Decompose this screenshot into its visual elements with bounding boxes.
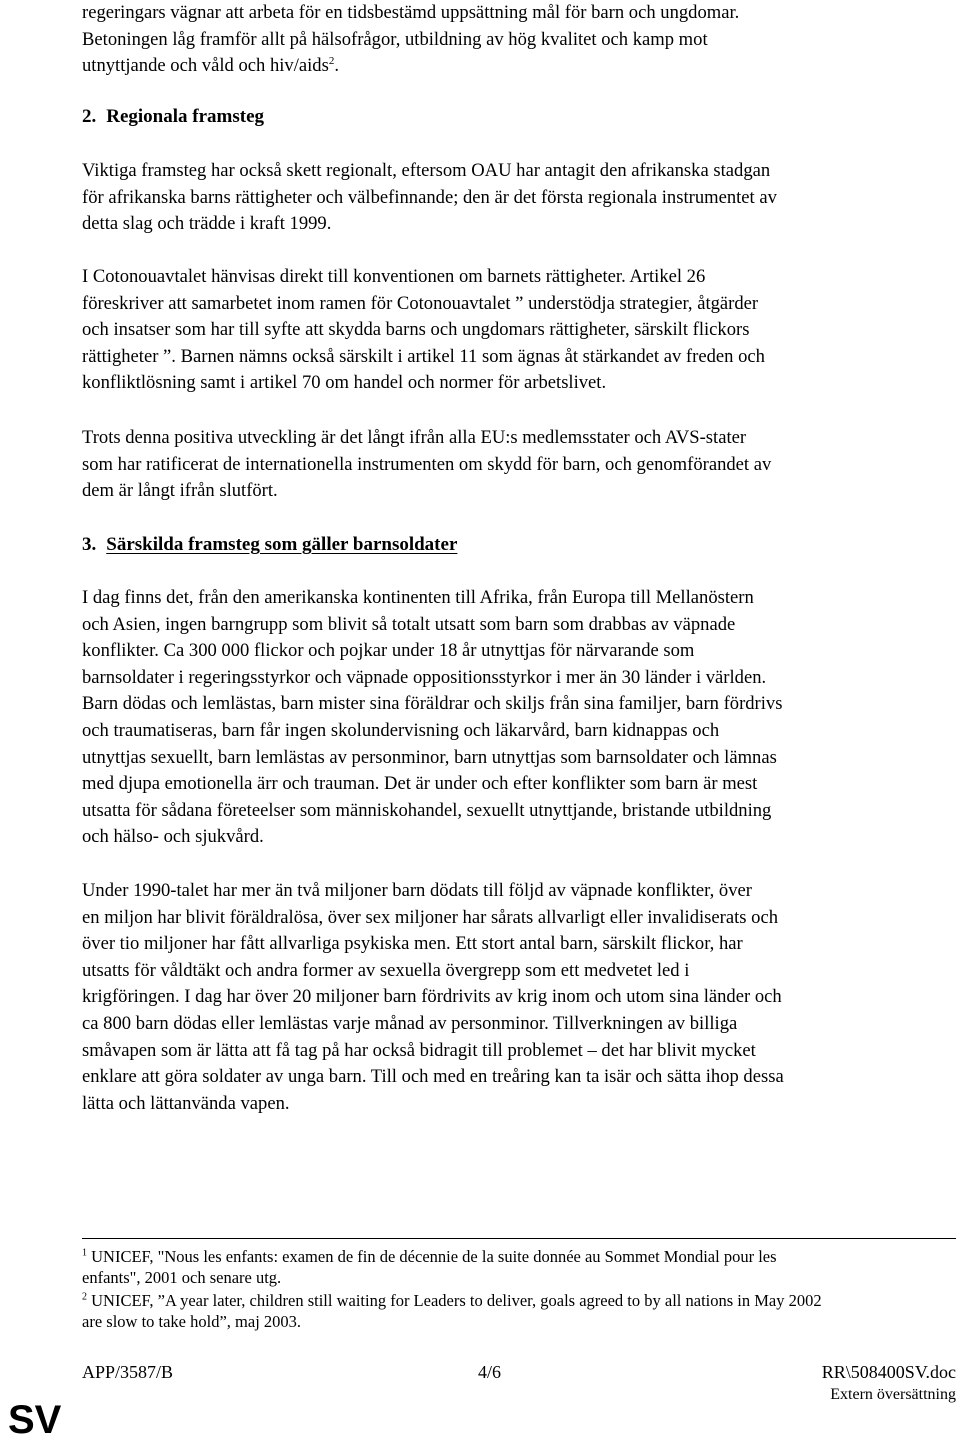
s2p2-line-3: och insatser som har till syfte att skydda barns och ungdomars rättigheter, särskilt flickors [82, 319, 750, 341]
intro-line-3-end: . [334, 55, 339, 77]
s3p2-line-7: småvapen som är lätta att få tag på har också bidragit till problemet – det har blivit mycket [82, 1039, 756, 1061]
s3p1-line-8: med djupa emotionella ärr och trauman. Det är under och efter konflikter som barn är mest [82, 773, 758, 795]
s2p2-line-4: rättigheter ”. Barnen nämns också särskilt i artikel 11 som ägnas åt stärkandet av freden och [82, 345, 765, 367]
section-3-paragraph-1 [82, 585, 950, 851]
s3p2-line-4: utsatts för våldtäkt och andra former av sexuella övergrepp som ett medvetet led i [82, 959, 690, 981]
s2p3-line-3: dem är långt ifrån slutfört. [82, 480, 278, 502]
section-2-number: 2. [82, 106, 97, 127]
intro-line-3 [82, 53, 950, 80]
s2p3-line-1: Trots denna positiva utveckling är det långt ifrån alla EU:s medlemsstater och AVS-stater [82, 427, 747, 448]
section-3-title: Särskilda framsteg som gäller barnsoldater [106, 534, 458, 555]
s3p1-line-6: och traumatiseras, barn får ingen skolundervisning och läkarvård, barn kidnappas och [82, 719, 720, 741]
s2p2-line-5: konfliktlösning samt i artikel 70 om handel och normer för arbetslivet. [82, 372, 607, 394]
intro-paragraph [82, 0, 950, 80]
s3p1-line-5: Barn dödas och lemlästas, barn mister sina föräldrar och skiljs från sina familjer, barn fördrivs [82, 693, 783, 715]
section-3-heading [82, 534, 457, 556]
footnote-1 [82, 1246, 950, 1288]
s3p1-line-3: konflikter. Ca 300 000 flickor och pojkar under 18 år utnyttjas för närvarande som [82, 640, 695, 662]
s3p1-line-9: utsatta för sådana företeelser som människohandel, sexuellt utnyttjande, bristande utbildning [82, 799, 772, 821]
section-2-title: Regionala framsteg [106, 106, 265, 127]
section-2-heading [82, 106, 264, 128]
footnote-ref-2[interactable]: 2 [328, 55, 335, 67]
intro-line-3-text: utnyttjande och våld och hiv/aids [82, 55, 329, 77]
footnote-2 [82, 1290, 950, 1332]
s3p2-line-6: ca 800 barn dödas eller lemlästas varje månad av personminor. Tillverkningen av billiga [82, 1012, 738, 1034]
footnote-1-text-1: UNICEF, "Nous les enfants: examen de fin de décennie de la suite donnée au Sommet Mondial pour les [91, 1247, 777, 1266]
s3p1-line-4: barnsoldater i regeringsstyrkor och väpnade oppositionsstyrkor i mer än 30 länder i världen. [82, 666, 767, 688]
footnote-2-line-2: are slow to take hold”, maj 2003. [82, 1312, 302, 1331]
section-2-paragraph-1 [82, 158, 950, 238]
s2p1-line-2: för afrikanska barns rättigheter och välbefinnande; den är det första regionala instrumentet av [82, 186, 777, 208]
footnote-1-number: 1 [82, 1247, 87, 1259]
footnote-2-text-1: UNICEF, ”A year later, children still waiting for Leaders to deliver, goals agreed to by all nations in May 2002 [91, 1291, 822, 1310]
s3p1-line-1: I dag finns det, från den amerikanska kontinenten till Afrika, från Europa till Mellanöstern [82, 587, 754, 608]
footnote-1-line-1 [82, 1246, 950, 1267]
section-2-paragraph-3 [82, 425, 950, 505]
s3p1-line-10: och hälso- och sjukvård. [82, 826, 264, 848]
s2p2-line-1: I Cotonouavtalet hänvisas direkt till konventionen om barnets rättigheter. Artikel 26 [82, 266, 706, 287]
footnote-1-line-2: enfants", 2001 och senare utg. [82, 1268, 282, 1287]
footer-doc-ref: APP/3587/B [82, 1362, 174, 1382]
section-3-paragraph-2 [82, 878, 950, 1117]
s2p1-line-3: detta slag och trädde i kraft 1999. [82, 213, 332, 235]
s3p2-line-5: krigföringen. I dag har över 20 miljoner barn fördrivits av krig inom och utom sina länder och [82, 986, 782, 1008]
footnote-2-number: 2 [82, 1291, 87, 1303]
s2p3-line-2: som har ratificerat de internationella instrumenten om skydd för barn, och genomförandet av [82, 453, 772, 475]
intro-line-1: regeringars vägnar att arbeta för en tidsbestämd uppsättning mål för barn och ungdomar. [82, 2, 740, 23]
intro-line-2: Betoningen låg framför allt på hälsofrågor, utbildning av hög kvalitet och kamp mot [82, 28, 708, 50]
s3p2-line-3: över tio miljoner har fått allvarliga psykiska men. Ett stort antal barn, särskilt flickor, har [82, 933, 743, 955]
section-3-number: 3. [82, 534, 97, 555]
footer-page-number: 4/6 [478, 1362, 502, 1382]
s2p1-line-1: Viktiga framsteg har också skett regionalt, eftersom OAU har antagit den afrikanska stadgan [82, 160, 771, 181]
s3p2-line-9: lätta och lättanvända vapen. [82, 1092, 290, 1114]
s3p2-line-2: en miljon har blivit föräldralösa, över sex miljoner har sårats allvarligt eller invalidiserats och [82, 906, 779, 928]
footnote-separator [82, 1238, 956, 1239]
footnote-2-line-1 [82, 1290, 950, 1311]
footer-file-name: RR\508400SV.doc [821, 1362, 956, 1382]
s3p1-line-7: utnyttjas sexuellt, barn lemlästas av personminor, barn utnyttjas som barnsoldater och lämnas [82, 746, 777, 768]
s3p1-line-2: och Asien, ingen barngrupp som blivit så totalt utsatt som barn som drabbas av väpnade [82, 613, 736, 635]
section-2-paragraph-2 [82, 264, 950, 397]
footer-translation-label: Extern översättning [830, 1386, 956, 1403]
s3p2-line-1: Under 1990-talet har mer än två miljoner barn dödats till följd av väpnade konflikter, över [82, 880, 752, 901]
language-code: SV [8, 1398, 62, 1442]
s3p2-line-8: enklare att göra soldater av unga barn. Till och med en treåring kan ta isär och sätta ihop dessa [82, 1066, 784, 1088]
s2p2-line-2: föreskriver att samarbetet inom ramen för Cotonouavtalet ” understödja strategier, åtgärder [82, 292, 759, 314]
